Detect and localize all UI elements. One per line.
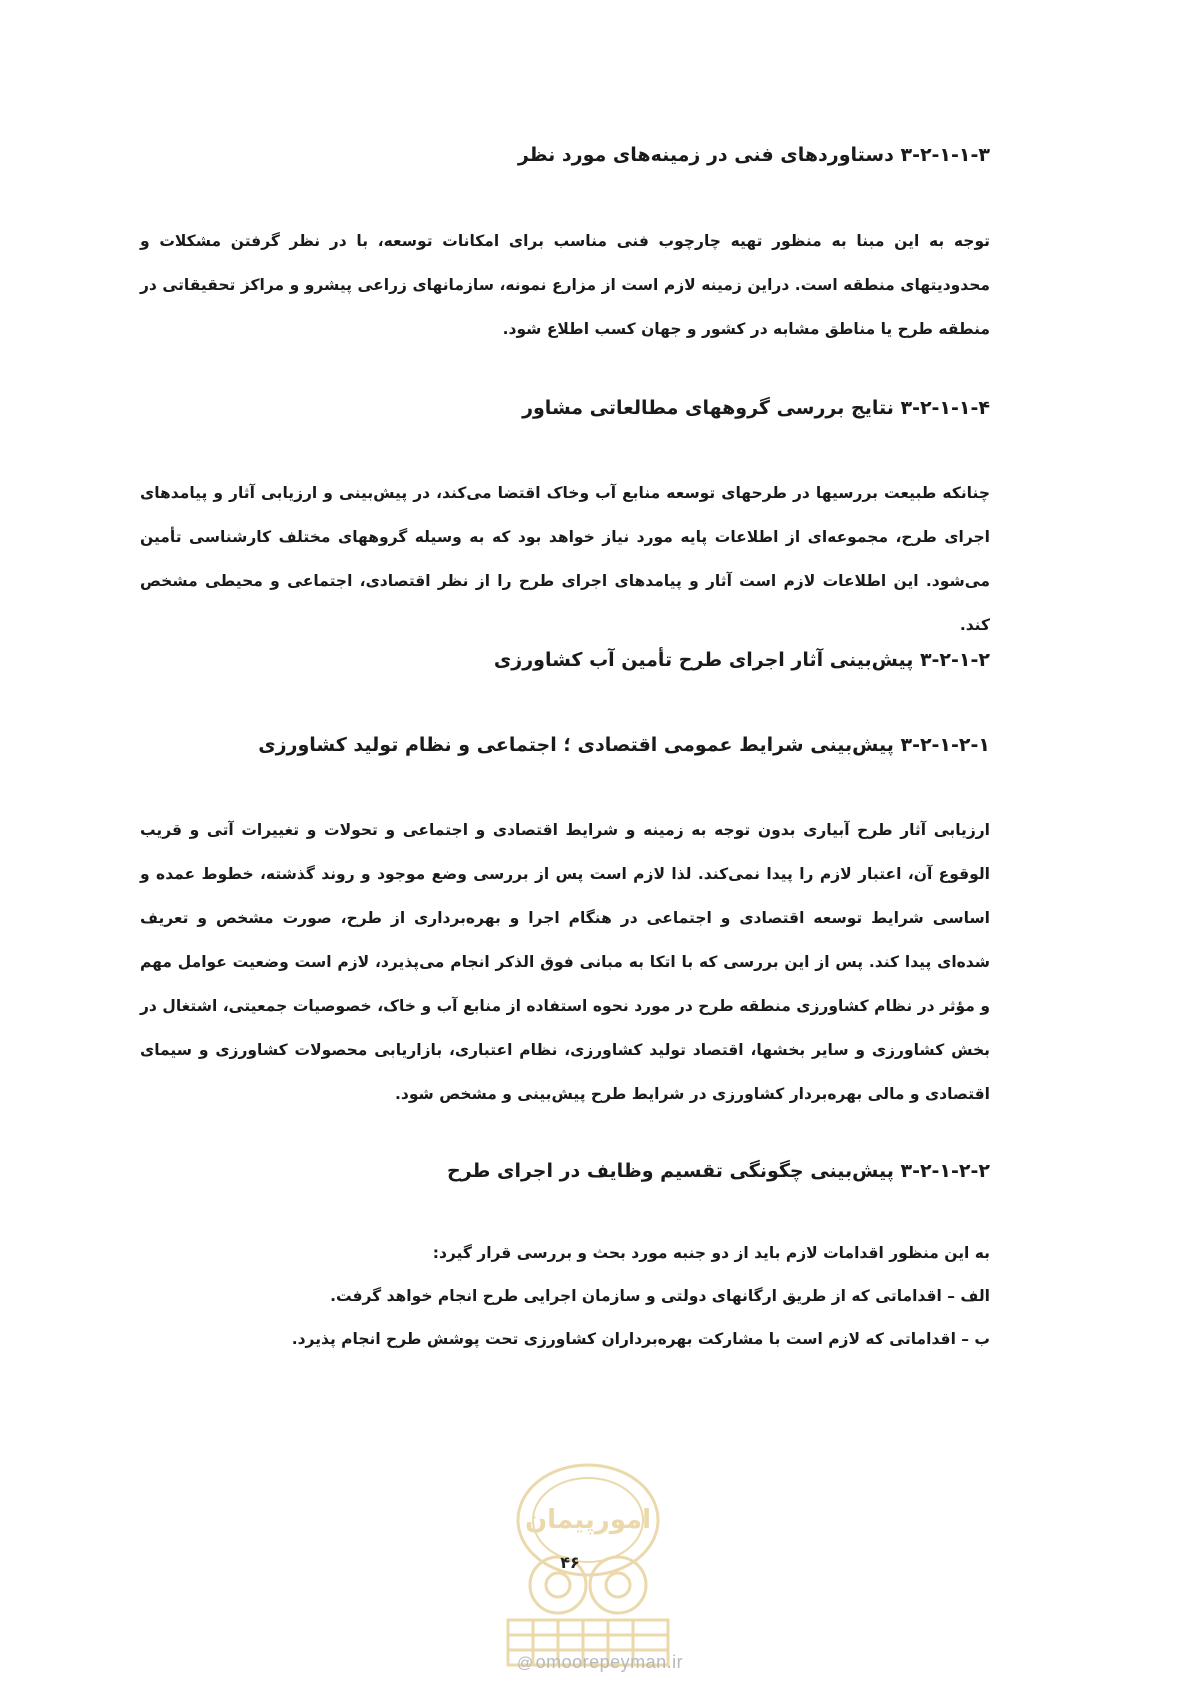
paragraph-study-group-results: چنانکه طبیعت بررسیها در طرحهای توسعه منابع آب وخاک اقتضا می‌کند، در پیش‌بینی و ارزیابی آثار و پیامدهای اجرای طرح، مجموعه‌ای از اطلاعات پایه مورد نیاز خواهد بود که به وسیله گروههای مختلف کارشناسی تأمین می‌شود. این اطلاعات لازم است آثار و پیامدهای اجرای طرح را از نظر اقتصادی، اجتماعی و محیطی مشخص کند.: [140, 484, 990, 634]
section-heading-3-2-1-1-3: ۳-۲-۱-۱-۳ دستاوردهای فنی در زمینه‌های مورد نظر: [517, 144, 990, 166]
page-number: ۴۶: [560, 1553, 580, 1572]
list-item-alef: الف – اقداماتی که از طریق ارگانهای دولتی و سازمان اجرایی طرح انجام خواهد گرفت.: [330, 1287, 990, 1305]
list-intro: به این منظور اقدامات لازم باید از دو جنبه مورد بحث و بررسی قرار گیرد:: [432, 1244, 990, 1262]
section-heading-3-2-1-2-2: ۳-۲-۱-۲-۲ پیش‌بینی چگونگی تقسیم وظایف در اجرای طرح: [447, 1160, 990, 1182]
section-heading-3-2-1-2: ۳-۲-۱-۲ پیش‌بینی آثار اجرای طرح تأمین آب کشاورزی: [493, 649, 990, 671]
watermark-logo-text: امورپیمان: [524, 1505, 652, 1535]
paragraph-economic-social-conditions: ارزیابی آثار طرح آبیاری بدون توجه به زمینه و شرایط اقتصادی و اجتماعی و تحولات و تغییرات آتی و قریب الوقوع آن، اعتبار لازم را پیدا نمی‌کند. لذا لازم است پس از بررسی وضع موجود و روند گذشته، خطوط عمده و اساسی شرایط توسعه اقتصادی و اجتماعی در هنگام اجرا و بهره‌برداری از طرح، صورت مشخص و تعریف شده‌ای پیدا کند. پس از این بررسی که با اتکا به مبانی فوق الذکر انجام می‌پذیرد، لازم است وضعیت عوامل مهم و مؤثر در نظام کشاورزی منطقه طرح در مورد نحوه استفاده از منابع آب و خاک، خصوصیات جمعیتی، اشتغال در بخش کشاورزی و سایر بخشها، اقتصاد تولید کشاورزی، نظام اعتباری، بازاریابی محصولات کشاورزی و سیمای اقتصادی و مالی بهره‌بردار کشاورزی در شرایط طرح پیش‌بینی و مشخص شود.: [140, 821, 990, 1103]
list-item-be: ب – اقداماتی که لازم است با مشارکت بهره‌برداران کشاورزی تحت پوشش طرح انجام پذیرد.: [291, 1330, 990, 1348]
site-url: omoorepeyman.ir: [535, 1652, 684, 1672]
at-sign-icon: @: [516, 1655, 534, 1672]
site-footer: [470, 1652, 730, 1673]
section-heading-3-2-1-2-1: ۳-۲-۱-۲-۱ پیش‌بینی شرایط عمومی اقتصادی ؛ اجتماعی و نظام تولید کشاورزی: [258, 734, 990, 756]
paragraph-technical-achievements: توجه به این مبنا به منظور تهیه چارچوب فنی مناسب برای امکانات توسعه، با در نظر گرفتن مشکلات و محدودیتهای منطقه است. دراین زمینه لازم است از مزارع نمونه، سازمانهای زراعی پیشرو و مراکز تحقیقاتی در منطقه طرح یا مناطق مشابه در کشور و جهان کسب اطلاع شود.: [140, 232, 990, 338]
section-heading-3-2-1-1-4: ۳-۲-۱-۱-۴ نتایج بررسی گروههای مطالعاتی مشاور: [522, 397, 990, 419]
